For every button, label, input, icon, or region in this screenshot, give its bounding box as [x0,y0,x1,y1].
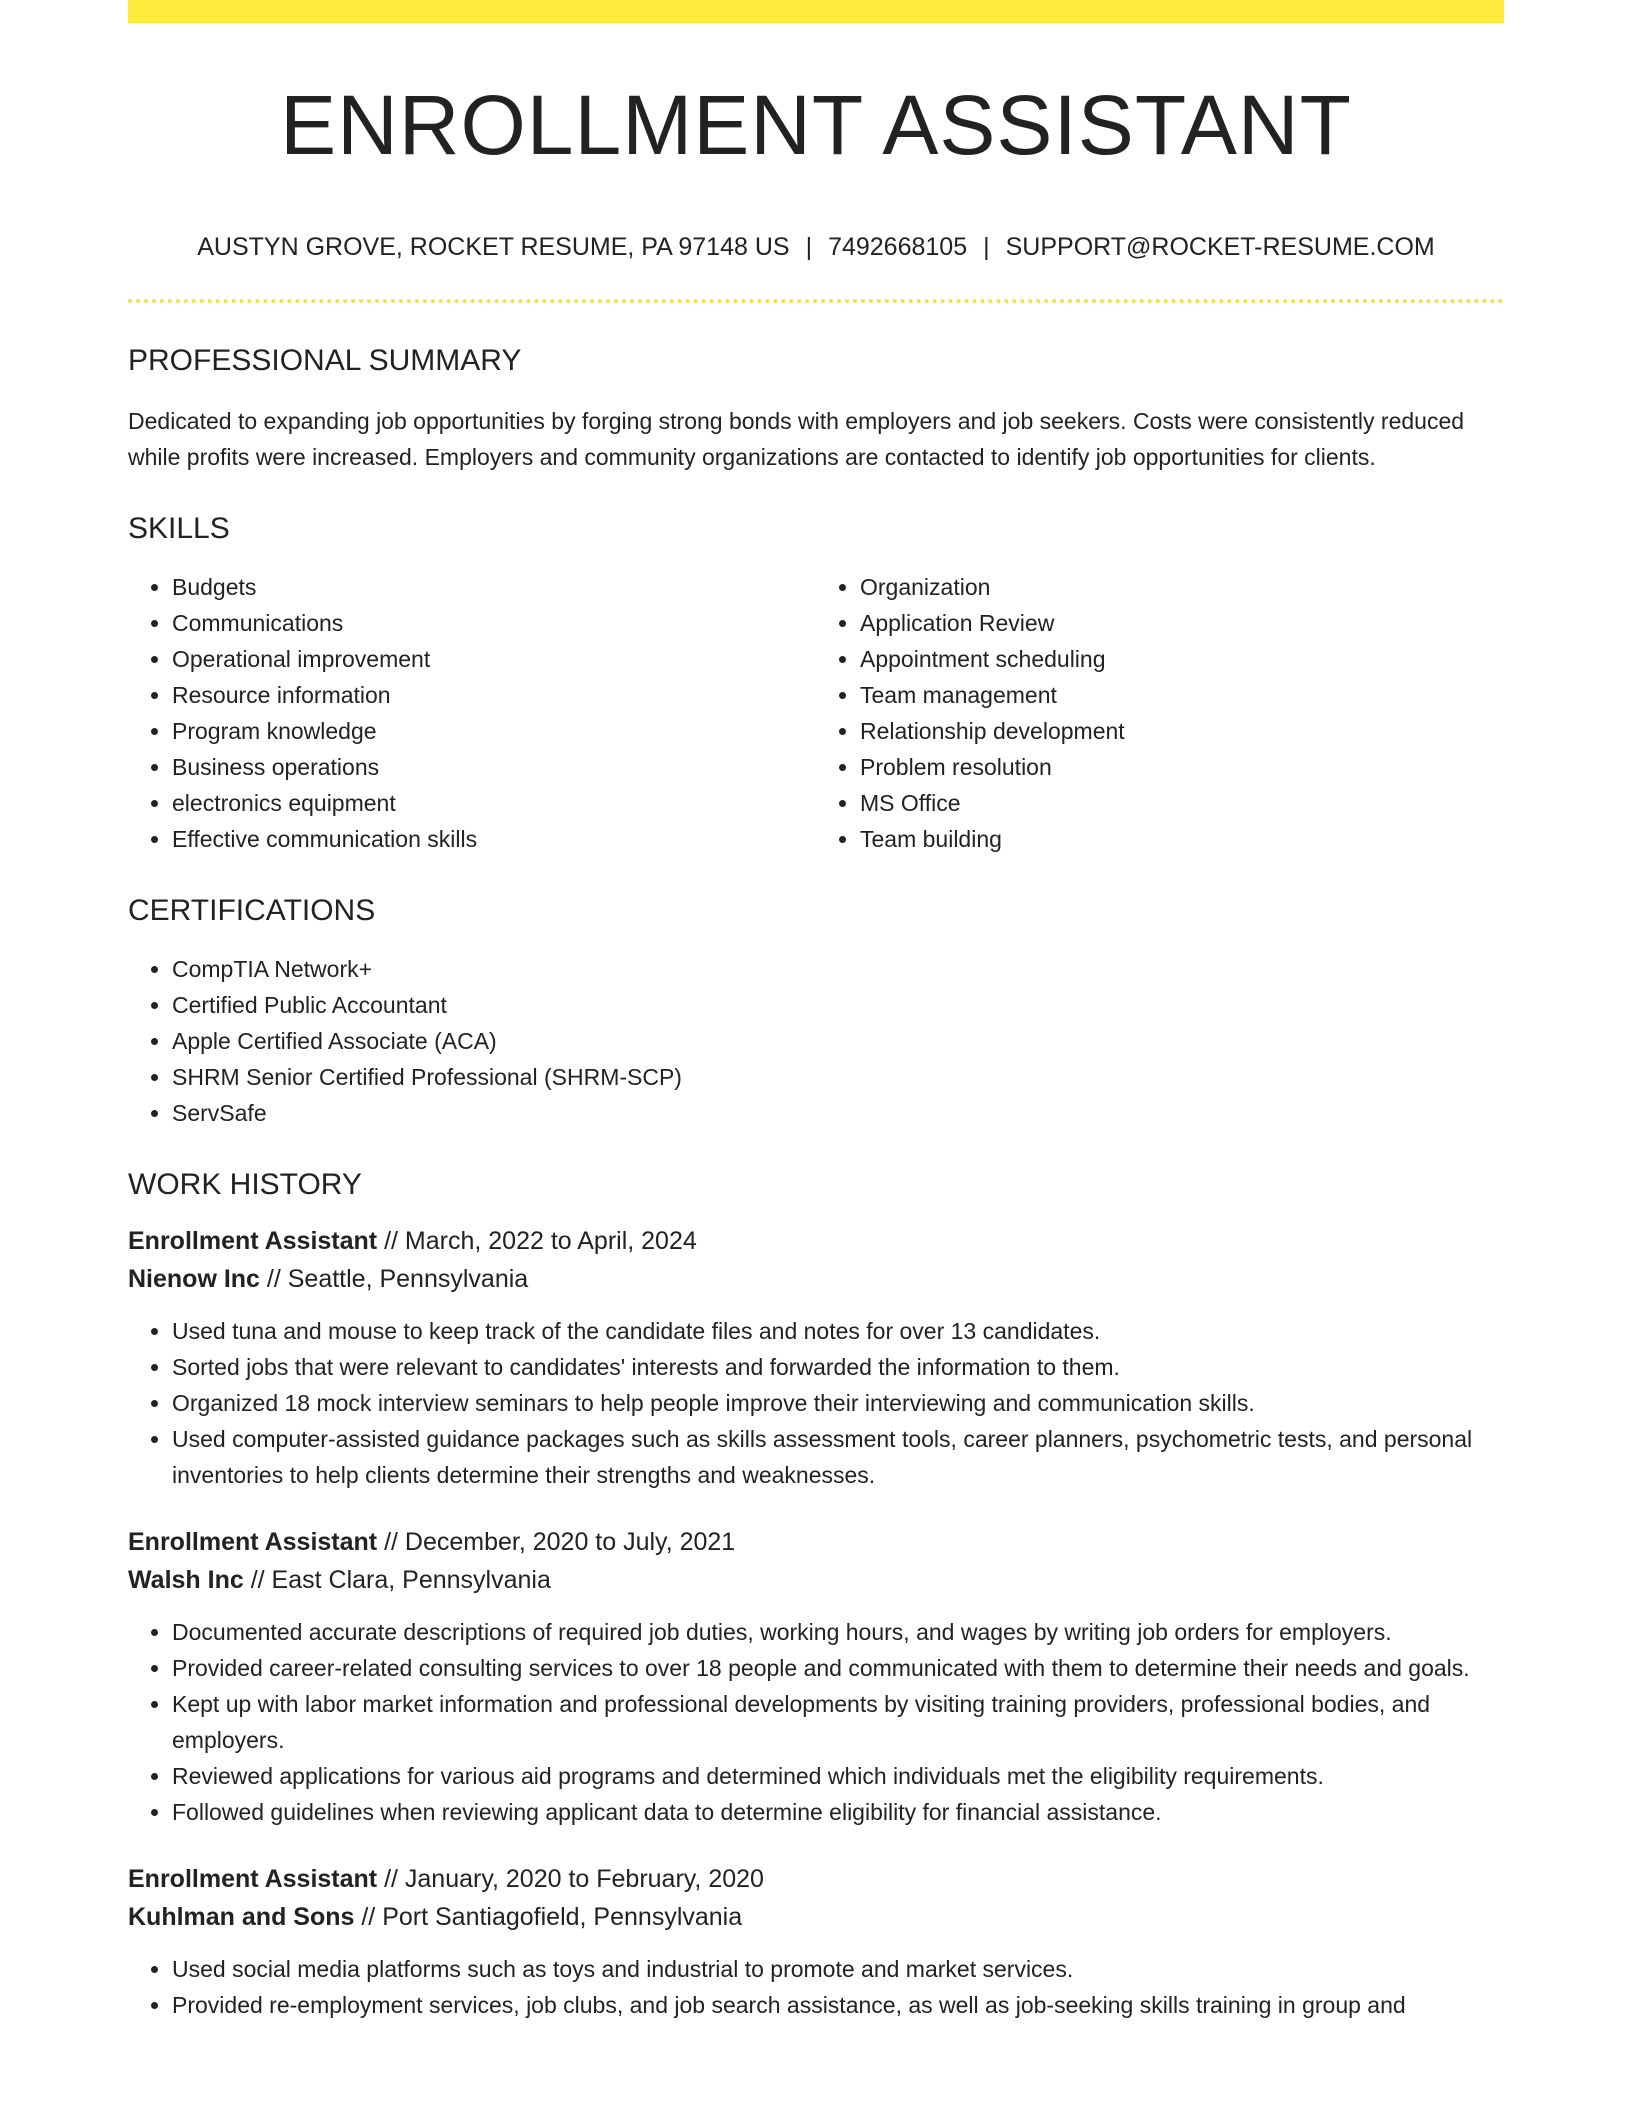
job-bullet: • Documented accurate descriptions of required job duties, working hours, and wages by writing job orders for employers. [172,1614,1504,1650]
certifications-list [128,951,1504,1131]
skill-item: • electronics equipment [172,785,816,821]
dotted-divider [128,299,1504,303]
job-company-line [128,1898,1504,1936]
skill-item: • Operational improvement [172,641,816,677]
skill-item: • Resource information [172,677,816,713]
resume-name: ENROLLMENT ASSISTANT [280,78,1352,172]
job-bullets [128,1951,1504,2023]
certification-item: • Certified Public Accountant [172,987,1504,1023]
job-role: Enrollment Assistant [128,1528,378,1556]
job-dates: // January, 2020 to February, 2020 [377,1865,764,1893]
certifications-heading: CERTIFICATIONS [128,894,376,927]
job-company: Walsh Inc [128,1566,244,1594]
skill-item: • Application Review [860,605,1504,641]
job-title-line [128,1860,1504,1898]
job-bullets [128,1614,1504,1830]
skill-item: • Appointment scheduling [860,641,1504,677]
contact-line [128,235,1504,260]
job-dates: // December, 2020 to July, 2021 [377,1528,736,1556]
contact-email: SUPPORT@ROCKET-RESUME.COM [1005,233,1435,261]
certification-item: • Apple Certified Associate (ACA) [172,1023,1504,1059]
accent-bar [128,0,1504,23]
job-bullet: • Kept up with labor market information and professional developments by visiting training providers, professional bodies, and employers. [172,1686,1504,1758]
job-bullet: • Provided re-employment services, job clubs, and job search assistance, as well as job-seeking skills training in group and [172,1987,1504,2023]
job-bullet: • Used social media platforms such as toys and industrial to promote and market services. [172,1951,1504,1987]
skill-item: • Problem resolution [860,749,1504,785]
job-company-line [128,1260,1504,1298]
skill-item: • Team building [860,821,1504,857]
certification-item: • CompTIA Network+ [172,951,1504,987]
certification-item: • SHRM Senior Certified Professional (SHRM-SCP) [172,1059,1504,1095]
skill-item: • Budgets [172,569,816,605]
job-title-line [128,1523,1504,1561]
job-entry [128,1523,1504,1830]
job-bullet: • Provided career-related consulting services to over 18 people and communicated with them to determine their needs and goals. [172,1650,1504,1686]
work-history-heading: WORK HISTORY [128,1168,362,1201]
job-bullet: • Used computer-assisted guidance packages such as skills assessment tools, career planners, psychometric tests, and personal inventories to help clients determine their strengths and weaknesses. [172,1421,1504,1493]
job-location: // Seattle, Pennsylvania [259,1265,529,1293]
job-bullet: • Reviewed applications for various aid programs and determined which individuals met the eligibility requirements. [172,1758,1504,1794]
job-bullets [128,1313,1504,1493]
job-bullet: • Followed guidelines when reviewing applicant data to determine eligibility for financial assistance. [172,1794,1504,1830]
job-location: // East Clara, Pennsylvania [243,1566,551,1594]
contact-phone: 7492668105 [828,233,968,261]
summary-heading: PROFESSIONAL SUMMARY [128,344,522,377]
job-entry [128,1222,1504,1493]
skill-item: • Organization [860,569,1504,605]
job-company: Nienow Inc [128,1265,260,1293]
skills-columns [128,569,1504,857]
certification-item: • ServSafe [172,1095,1504,1131]
contact-separator: | [805,233,813,261]
skill-item: • Program knowledge [172,713,816,749]
contact-address: AUSTYN GROVE, ROCKET RESUME, PA 97148 US [197,233,790,261]
job-location: // Port Santiagofield, Pennsylvania [354,1903,743,1931]
skill-item: • Business operations [172,749,816,785]
skill-item: • Relationship development [860,713,1504,749]
job-role: Enrollment Assistant [128,1865,378,1893]
job-entry [128,1860,1504,2023]
job-role: Enrollment Assistant [128,1227,378,1255]
skills-right-list [816,569,1504,857]
job-company: Kuhlman and Sons [128,1903,355,1931]
summary-text: Dedicated to expanding job opportunities by forging strong bonds with employers and job seekers. Costs were consistently reduced while profits were increased. Employers and community organizations are contacted to identify job opportunities for clients. [128,408,1465,470]
skills-heading: SKILLS [128,512,230,545]
job-company-line [128,1561,1504,1599]
resume-page [128,0,1504,2023]
skill-item: • Communications [172,605,816,641]
skills-left-list [128,569,816,857]
skill-item: • Team management [860,677,1504,713]
job-bullet: • Used tuna and mouse to keep track of the candidate files and notes for over 13 candidates. [172,1313,1504,1349]
job-title-line [128,1222,1504,1260]
job-dates: // March, 2022 to April, 2024 [377,1227,697,1255]
job-bullet: • Sorted jobs that were relevant to candidates' interests and forwarded the information to them. [172,1349,1504,1385]
skill-item: • Effective communication skills [172,821,816,857]
job-bullet: • Organized 18 mock interview seminars to help people improve their interviewing and communication skills. [172,1385,1504,1421]
contact-separator: | [983,233,990,261]
skill-item: • MS Office [860,785,1504,821]
